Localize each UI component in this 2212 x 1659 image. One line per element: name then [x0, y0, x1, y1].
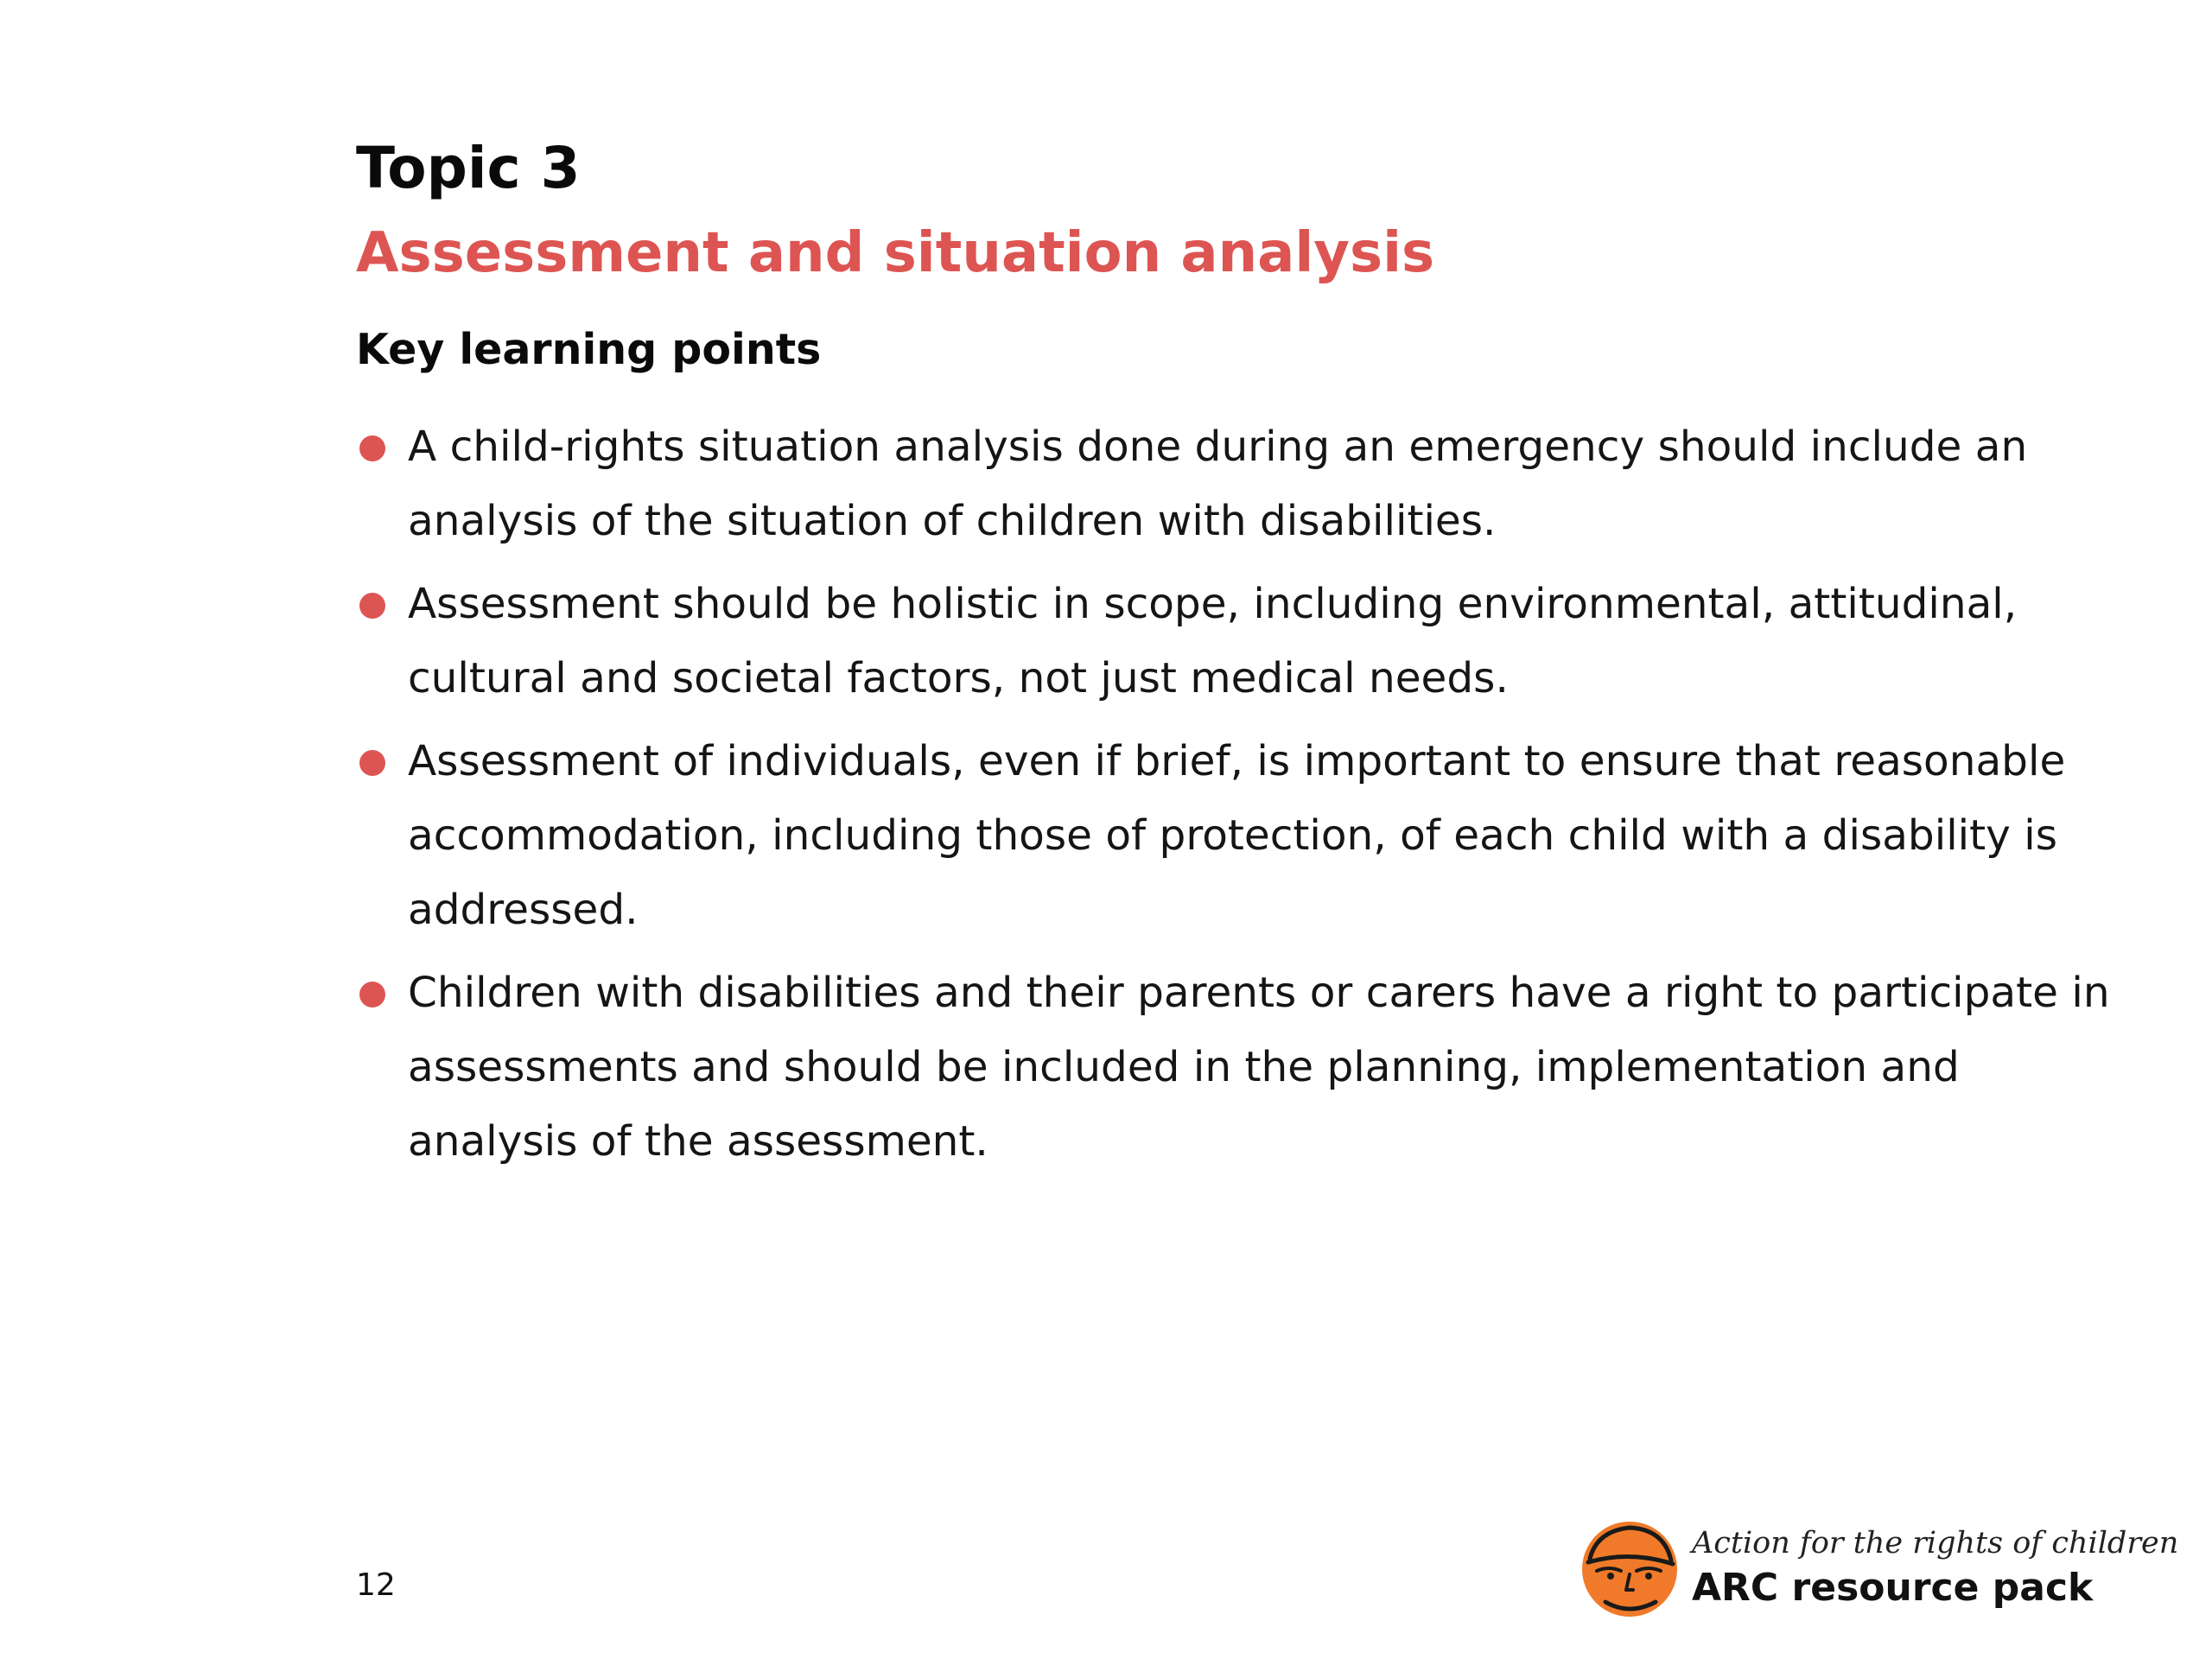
- learning-point: [356, 724, 2136, 947]
- learning-point: [356, 956, 2136, 1179]
- learning-point: [356, 567, 2136, 715]
- learning-points-list: [356, 410, 2136, 1187]
- bullet-dot-icon: [359, 982, 385, 1007]
- bullet-dot-icon: [359, 750, 385, 776]
- brand-tagline: Action for the rights of children: [1692, 1526, 2179, 1560]
- learning-point-text: Assessment of individuals, even if brief, is important to ensure that reasonable accommodation, including those of protection, of each child with a disability is addressed.: [408, 737, 2066, 934]
- arc-face-logo-icon: [1580, 1519, 1680, 1619]
- footer-brand: [1580, 1519, 2179, 1623]
- bullet-dot-icon: [359, 593, 385, 619]
- brand-name: ARC resource pack: [1692, 1566, 2094, 1610]
- learning-point-text: A child-rights situation analysis done during an emergency should include an analysis of the situation of children with disabilities.: [408, 423, 2028, 545]
- learning-point-text: Assessment should be holistic in scope, including environmental, attitudinal, cultural and societal factors, not just medical needs.: [408, 580, 2018, 702]
- topic-title: Assessment and situation analysis: [356, 221, 1435, 285]
- learning-point: [356, 410, 2136, 558]
- topic-label: Topic 3: [356, 135, 581, 201]
- bullet-dot-icon: [359, 435, 385, 461]
- page-number: 12: [356, 1567, 396, 1603]
- section-heading: Key learning points: [356, 325, 822, 374]
- learning-point-text: Children with disabilities and their parents or carers have a right to participate in assessments and should be included in the planning, implementation and analysis of the assessment.: [408, 969, 2110, 1166]
